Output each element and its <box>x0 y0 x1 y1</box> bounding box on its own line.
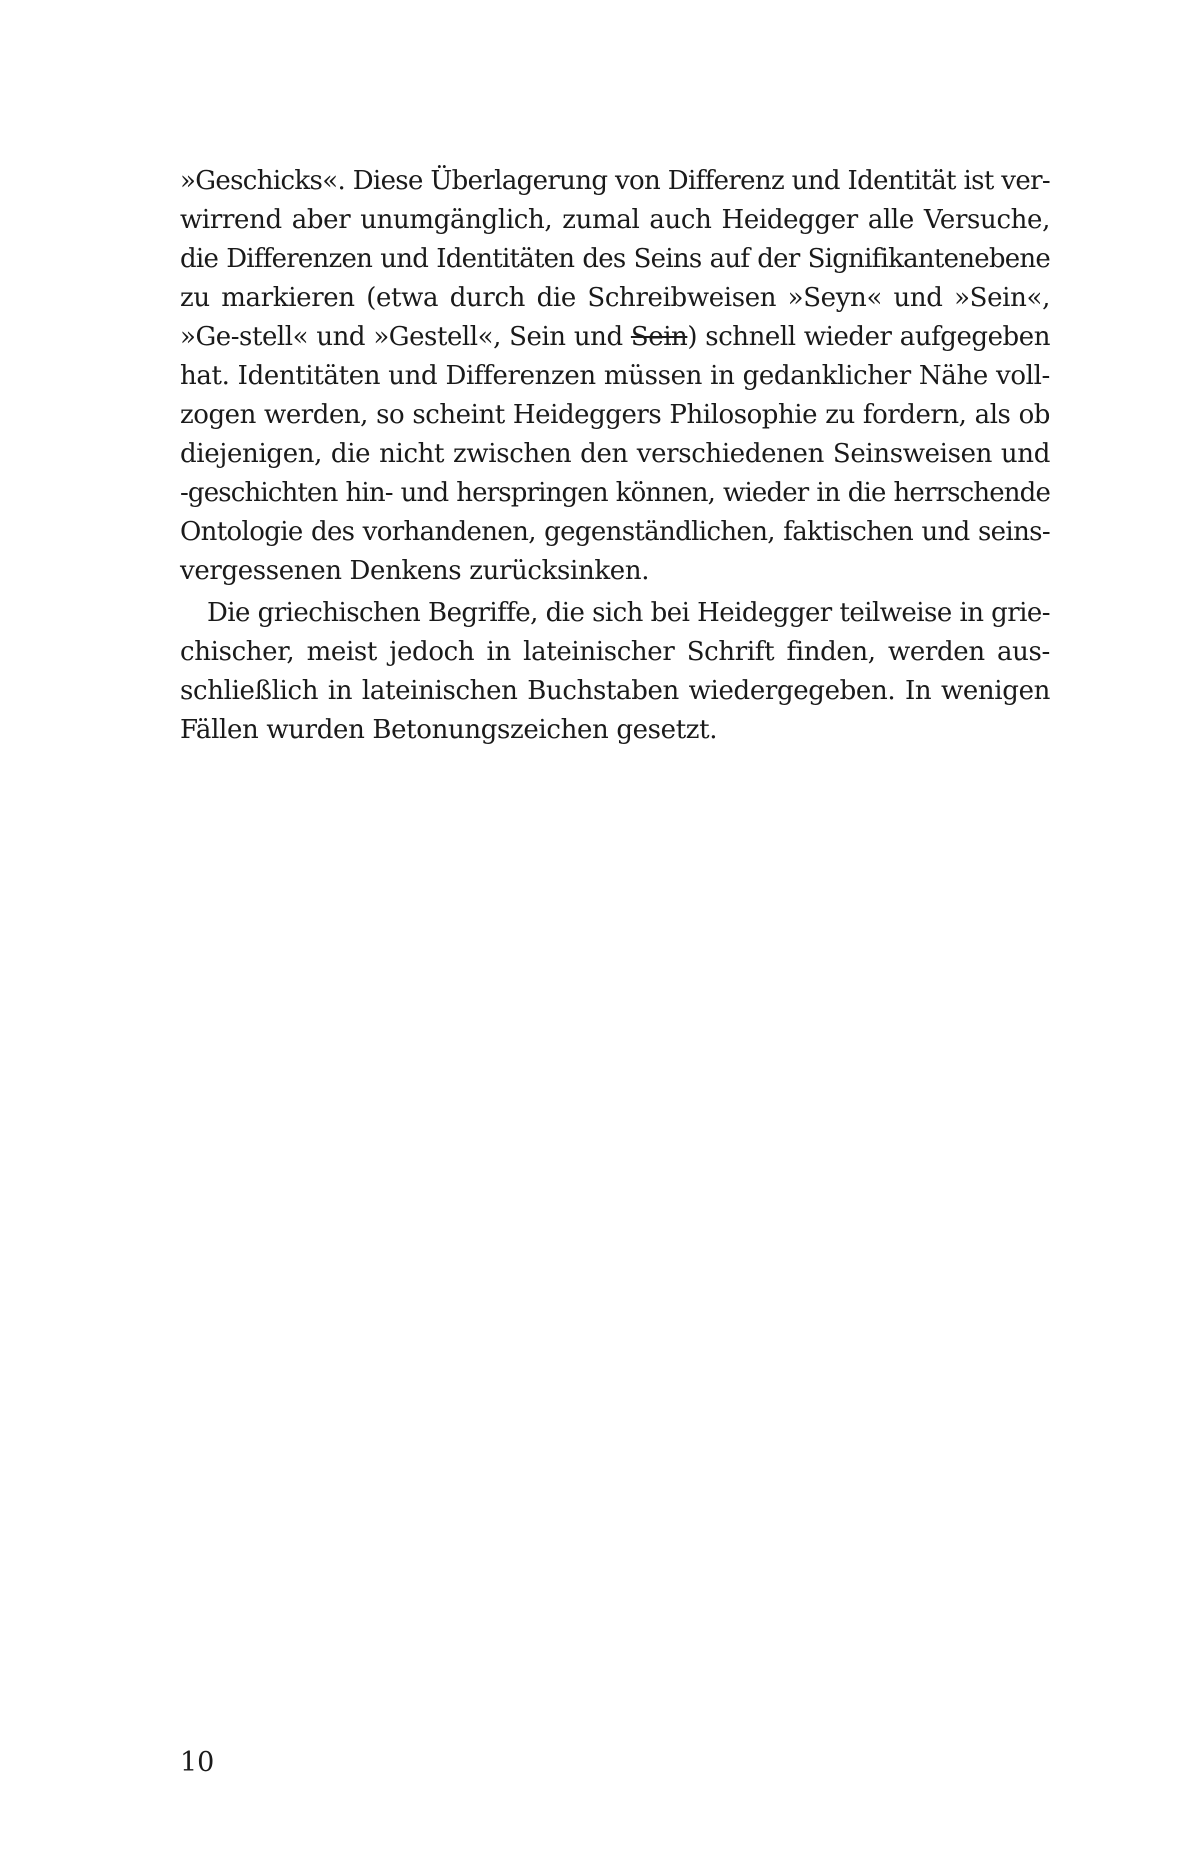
text-line: »Geschicks«. Diese Überlagerung von Differenz und Identität ist ver- <box>180 166 1050 196</box>
text-line: zu markieren (etwa durch die Schreibweisen »Seyn« und »Sein«, <box>180 283 1050 313</box>
body-text <box>180 162 1050 750</box>
text-line: diejenigen, die nicht zwischen den verschiedenen Seinsweisen und <box>180 439 1050 469</box>
line-segment: »Ge-stell« und »Gestell«, Sein und <box>180 322 631 352</box>
paragraph-1 <box>180 162 1050 591</box>
text-line: vergessenen Denkens zurücksinken. <box>180 556 650 586</box>
text-line: Fällen wurden Betonungszeichen gesetzt. <box>180 715 718 745</box>
text-line: hat. Identitäten und Differenzen müssen in gedanklicher Nähe voll- <box>180 361 1050 391</box>
text-line: schließlich in lateinischen Buchstaben wiedergegeben. In wenigen <box>180 676 1050 706</box>
text-line-with-struck-word <box>180 318 1050 357</box>
paragraph-2 <box>180 594 1050 750</box>
struck-through-word: Sein <box>630 322 688 352</box>
text-line: die Differenzen und Identitäten des Seins auf der Signifikantenebene <box>180 244 1050 274</box>
line-segment: ) schnell wieder aufgegeben <box>687 322 1050 352</box>
text-line: -geschichten hin- und herspringen können, wieder in die herrschende <box>180 478 1050 508</box>
text-line: chischer, meist jedoch in lateinischer Schrift finden, werden aus- <box>180 637 1050 667</box>
text-line: zogen werden, so scheint Heideggers Philosophie zu fordern, als ob <box>180 400 1050 430</box>
page-number: 10 <box>180 1747 215 1778</box>
text-line: Die griechischen Begriffe, die sich bei Heidegger teilweise in grie- <box>207 598 1050 628</box>
text-line: wirrend aber unumgänglich, zumal auch Heidegger alle Versuche, <box>180 205 1050 235</box>
text-line: Ontologie des vorhandenen, gegenständlichen, faktischen und seins- <box>180 517 1050 547</box>
